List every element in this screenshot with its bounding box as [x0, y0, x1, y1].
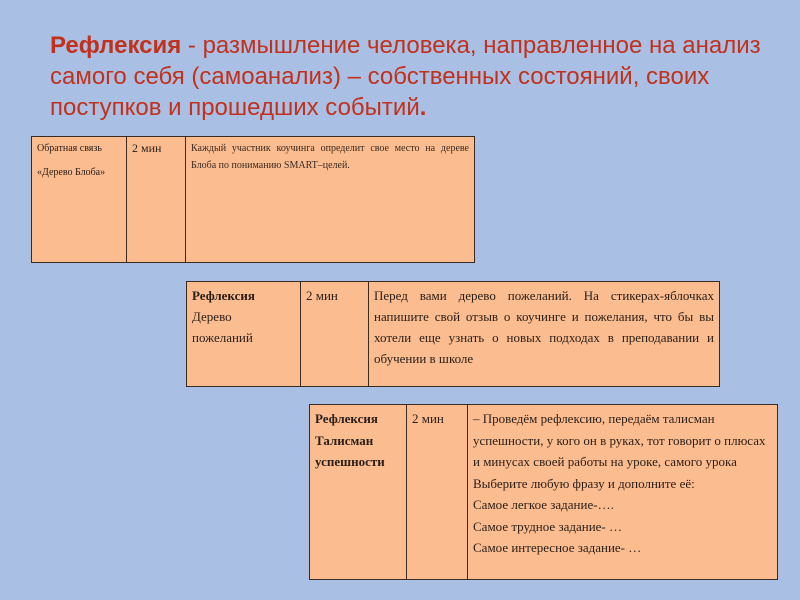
stage-title: Обратная связь [37, 143, 102, 154]
title-definition: - размышление человека, направленное на анализ самого себя (самоанализ) – собственных состояний, своих поступков и прошедших событий [50, 32, 761, 121]
feedback-table [31, 136, 475, 263]
wish-tree-table [186, 281, 720, 387]
stage-subtitle: Дерево пожеланий [192, 309, 253, 345]
time-cell: 2 мин [127, 137, 186, 263]
description-line: – Проведём рефлексию, передаём талисман успешности, у кого он в руках, тот говорит о плюсах и минусах своей работы на уроке, самого урока [473, 411, 766, 469]
description-cell: Каждый участник коучинга определит свое место на дереве Блоба по пониманию SMART–целей. [186, 137, 475, 263]
time-cell: 2 мин [407, 405, 468, 580]
stage-subtitle: «Дерево Блоба» [37, 167, 106, 178]
page-title [50, 30, 770, 123]
title-end-mark: . [419, 94, 427, 121]
table-row [187, 282, 720, 387]
description-cell: Перед вами дерево пожеланий. На стикерах-яблочках напишите свой отзыв о коучинге и пожелания, что бы вы хотели еще узнать о новых подходах в преподавании и обучении в школе [369, 282, 720, 387]
talisman-table [309, 404, 778, 580]
description-line: Самое трудное задание- … [473, 518, 622, 534]
stage-title: Рефлексия [192, 288, 255, 303]
description-line: Самое легкое задание-…. [473, 497, 614, 512]
description-line: Выберите любую фразу и дополните её: [473, 475, 695, 491]
stage-cell [187, 282, 301, 387]
description-cell [468, 405, 778, 580]
stage-cell [32, 137, 127, 263]
description-line: Самое интересное задание- … [473, 540, 642, 555]
title-term: Рефлексия [50, 32, 182, 59]
time-cell: 2 мин [301, 282, 369, 387]
table-row [310, 405, 778, 580]
stage-cell: Рефлексия Талисман успешности [310, 405, 407, 580]
table-row [32, 137, 475, 263]
